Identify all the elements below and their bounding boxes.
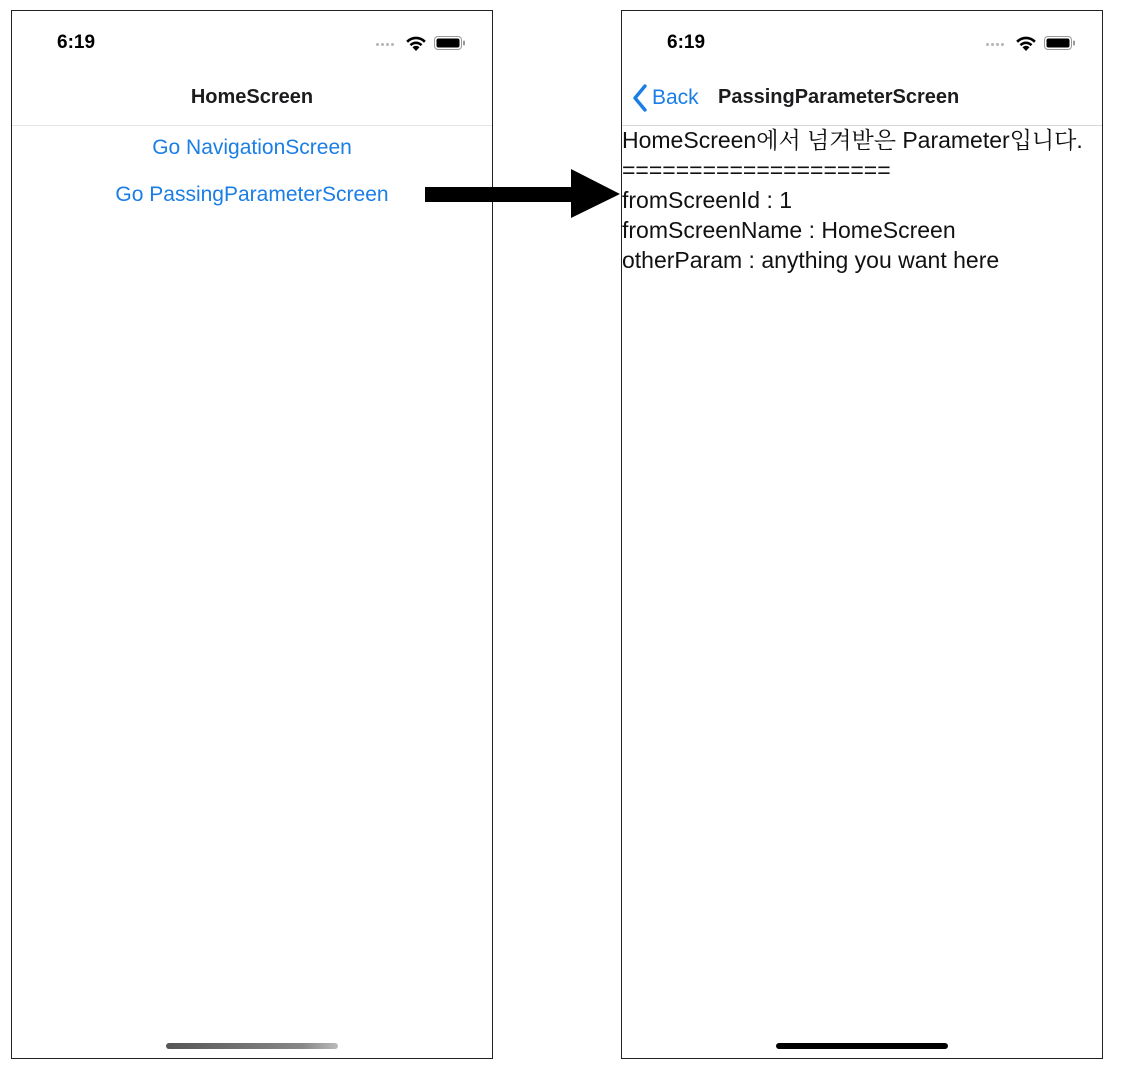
go-navigation-screen-button[interactable]: Go NavigationScreen: [152, 136, 352, 159]
status-icons: [984, 33, 1084, 53]
nav-title: HomeScreen: [190, 86, 314, 108]
parameter-heading: HomeScreen에서 넘겨받은 Parameter입니다.: [622, 127, 1083, 153]
separator-line: ====================: [622, 157, 891, 183]
param-from-screen-id: fromScreenId : 1: [622, 187, 793, 213]
home-indicator[interactable]: [166, 1043, 338, 1049]
param-from-screen-name: fromScreenName : HomeScreen: [622, 217, 956, 243]
go-passing-parameter-screen-button[interactable]: Go PassingParameterScreen: [115, 183, 389, 206]
battery-icon: [1044, 36, 1076, 50]
status-time: 6:19: [57, 32, 96, 53]
passing-parameter-screen-phone: [621, 10, 1103, 1059]
signal-icon: [376, 43, 394, 46]
wifi-icon: [1014, 33, 1038, 53]
nav-title: PassingParameterScreen: [718, 86, 960, 108]
status-time: 6:19: [667, 32, 706, 53]
arrow-right-icon: [425, 168, 621, 220]
back-button[interactable]: [632, 81, 699, 115]
home-indicator[interactable]: [776, 1043, 948, 1049]
navigation-bar: [12, 71, 492, 126]
status-icons: [374, 33, 474, 53]
parameter-text-block: [622, 125, 1103, 275]
status-bar: [622, 11, 1102, 71]
back-label: Back: [652, 86, 699, 109]
signal-icon: [986, 43, 1004, 46]
chevron-left-icon: [632, 84, 648, 112]
wifi-icon: [404, 33, 428, 53]
status-bar: [12, 11, 492, 71]
battery-icon: [434, 36, 466, 50]
param-other-param: otherParam : anything you want here: [622, 247, 1000, 273]
home-screen-phone: [11, 10, 493, 1059]
navigation-bar: [622, 71, 1102, 126]
